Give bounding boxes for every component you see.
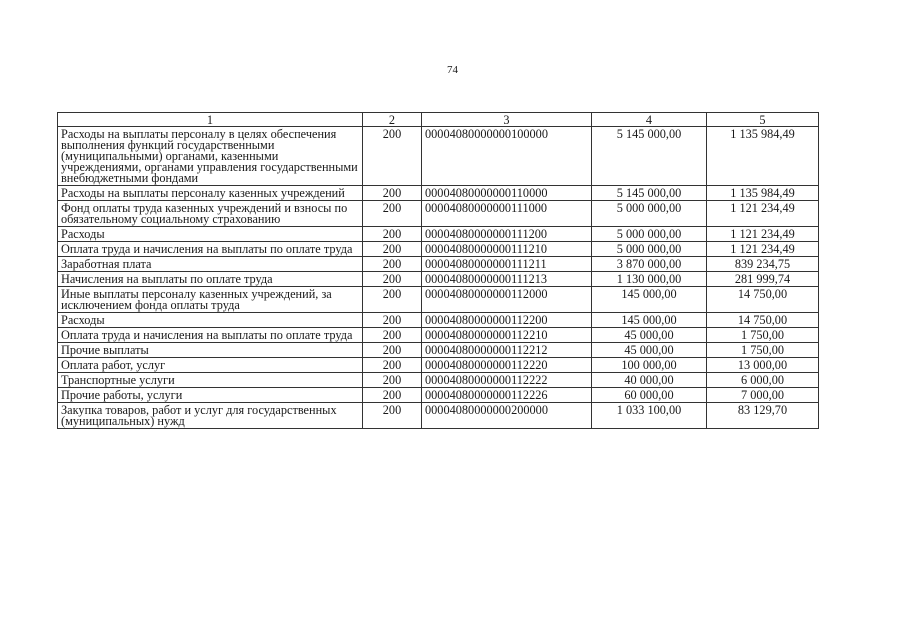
header-row — [58, 113, 819, 127]
header-col-1: 1 — [58, 113, 363, 127]
row-fact-amount: 6 000,00 — [707, 373, 819, 388]
row-code: 200 — [363, 403, 422, 429]
row-code: 200 — [363, 358, 422, 373]
row-fact-amount: 14 750,00 — [707, 313, 819, 328]
row-code: 200 — [363, 287, 422, 313]
row-fact-amount: 1 750,00 — [707, 343, 819, 358]
row-code: 200 — [363, 343, 422, 358]
row-kbk: 00004080000000111213 — [422, 272, 592, 287]
row-name: Закупка товаров, работ и услуг для государственных (муниципальных) нужд — [58, 403, 363, 429]
table-row — [58, 186, 819, 201]
row-fact-amount: 7 000,00 — [707, 388, 819, 403]
row-kbk: 00004080000000111000 — [422, 201, 592, 227]
row-kbk: 00004080000000200000 — [422, 403, 592, 429]
row-code: 200 — [363, 257, 422, 272]
row-kbk: 00004080000000112222 — [422, 373, 592, 388]
row-fact-amount: 281 999,74 — [707, 272, 819, 287]
row-code: 200 — [363, 186, 422, 201]
row-kbk: 00004080000000112200 — [422, 313, 592, 328]
table-row — [58, 373, 819, 388]
row-plan-amount: 100 000,00 — [592, 358, 707, 373]
budget-table — [57, 112, 819, 429]
row-name: Фонд оплаты труда казенных учреждений и взносы по обязательному социальному страхованию — [58, 201, 363, 227]
row-fact-amount: 1 121 234,49 — [707, 227, 819, 242]
header-col-5: 5 — [707, 113, 819, 127]
table-row — [58, 343, 819, 358]
table-row — [58, 201, 819, 227]
row-fact-amount: 14 750,00 — [707, 287, 819, 313]
table-row — [58, 257, 819, 272]
table-row — [58, 242, 819, 257]
row-code: 200 — [363, 242, 422, 257]
row-code: 200 — [363, 328, 422, 343]
row-plan-amount: 145 000,00 — [592, 313, 707, 328]
row-plan-amount: 145 000,00 — [592, 287, 707, 313]
row-name: Прочие выплаты — [58, 343, 363, 358]
row-name: Оплата труда и начисления на выплаты по оплате труда — [58, 328, 363, 343]
row-name: Расходы — [58, 313, 363, 328]
row-fact-amount: 1 121 234,49 — [707, 242, 819, 257]
row-plan-amount: 60 000,00 — [592, 388, 707, 403]
row-name: Расходы на выплаты персоналу в целях обеспечения выполнения функций государственными (муниципальными) органами, казенными учреждениями, органами управления государственными внебюджетными фондами — [58, 127, 363, 186]
row-code: 200 — [363, 127, 422, 186]
row-kbk: 00004080000000112220 — [422, 358, 592, 373]
row-code: 200 — [363, 201, 422, 227]
table-row — [58, 227, 819, 242]
row-name: Начисления на выплаты по оплате труда — [58, 272, 363, 287]
row-plan-amount: 3 870 000,00 — [592, 257, 707, 272]
table-row — [58, 287, 819, 313]
row-fact-amount: 1 135 984,49 — [707, 127, 819, 186]
row-code: 200 — [363, 227, 422, 242]
table-row — [58, 328, 819, 343]
row-kbk: 00004080000000112000 — [422, 287, 592, 313]
table-row — [58, 127, 819, 186]
row-name: Иные выплаты персоналу казенных учреждений, за исключением фонда оплаты труда — [58, 287, 363, 313]
page-number: 74 — [447, 64, 458, 76]
header-col-3: 3 — [422, 113, 592, 127]
row-name: Прочие работы, услуги — [58, 388, 363, 403]
table-row — [58, 272, 819, 287]
row-plan-amount: 5 145 000,00 — [592, 127, 707, 186]
row-name: Оплата труда и начисления на выплаты по оплате труда — [58, 242, 363, 257]
row-plan-amount: 5 145 000,00 — [592, 186, 707, 201]
row-code: 200 — [363, 388, 422, 403]
row-code: 200 — [363, 272, 422, 287]
row-plan-amount: 45 000,00 — [592, 343, 707, 358]
header-col-2: 2 — [363, 113, 422, 127]
row-fact-amount: 13 000,00 — [707, 358, 819, 373]
row-plan-amount: 1 130 000,00 — [592, 272, 707, 287]
table-row — [58, 313, 819, 328]
row-name: Расходы — [58, 227, 363, 242]
table-row — [58, 403, 819, 429]
row-fact-amount: 1 121 234,49 — [707, 201, 819, 227]
row-kbk: 00004080000000110000 — [422, 186, 592, 201]
row-name: Оплата работ, услуг — [58, 358, 363, 373]
row-plan-amount: 1 033 100,00 — [592, 403, 707, 429]
row-fact-amount: 83 129,70 — [707, 403, 819, 429]
row-kbk: 00004080000000111200 — [422, 227, 592, 242]
row-name: Расходы на выплаты персоналу казенных учреждений — [58, 186, 363, 201]
row-kbk: 00004080000000111210 — [422, 242, 592, 257]
row-name: Заработная плата — [58, 257, 363, 272]
row-kbk: 00004080000000112210 — [422, 328, 592, 343]
row-plan-amount: 5 000 000,00 — [592, 242, 707, 257]
row-plan-amount: 40 000,00 — [592, 373, 707, 388]
row-fact-amount: 839 234,75 — [707, 257, 819, 272]
row-name: Транспортные услуги — [58, 373, 363, 388]
row-fact-amount: 1 750,00 — [707, 328, 819, 343]
row-kbk: 00004080000000112226 — [422, 388, 592, 403]
row-plan-amount: 5 000 000,00 — [592, 201, 707, 227]
row-kbk: 00004080000000111211 — [422, 257, 592, 272]
row-plan-amount: 5 000 000,00 — [592, 227, 707, 242]
row-kbk: 00004080000000112212 — [422, 343, 592, 358]
row-plan-amount: 45 000,00 — [592, 328, 707, 343]
row-fact-amount: 1 135 984,49 — [707, 186, 819, 201]
row-code: 200 — [363, 373, 422, 388]
header-col-4: 4 — [592, 113, 707, 127]
row-code: 200 — [363, 313, 422, 328]
table-row — [58, 388, 819, 403]
table-row — [58, 358, 819, 373]
row-kbk: 00004080000000100000 — [422, 127, 592, 186]
